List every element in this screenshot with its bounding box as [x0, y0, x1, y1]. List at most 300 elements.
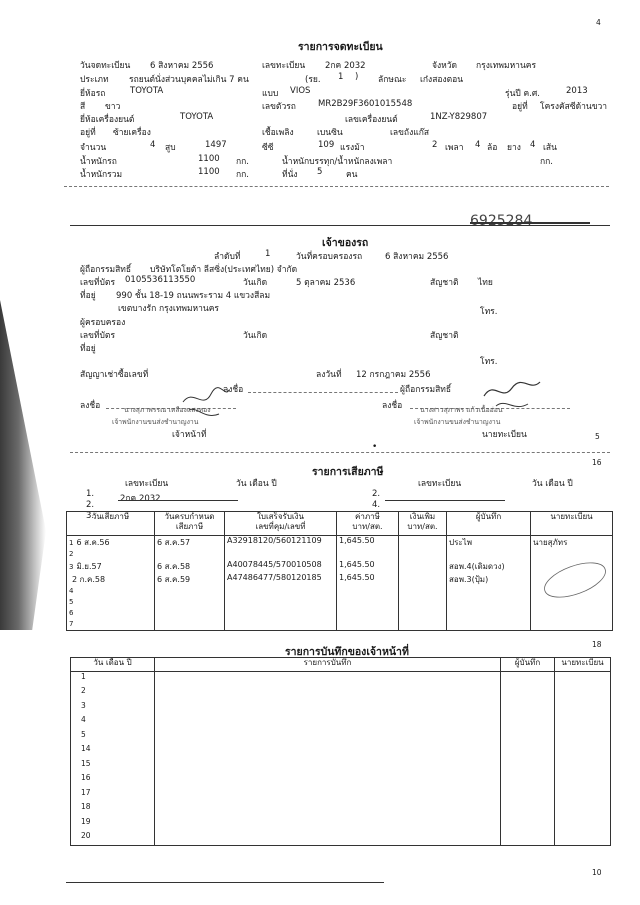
- officer-cell-record: [155, 759, 501, 774]
- tax-cell-receipt: [225, 536, 337, 550]
- tax-date-col-label: วัน เดือน ปี: [236, 479, 277, 489]
- officer-cell-recorder: [501, 715, 555, 730]
- tax-header-due: [155, 512, 225, 536]
- officer-cell-registrar: [555, 788, 611, 803]
- province-value: กรุงเทพมหานคร: [476, 61, 537, 71]
- tax-cell-receipt: [225, 597, 337, 608]
- color-value: ขาว: [105, 102, 121, 112]
- officer-row-number: 19: [81, 816, 91, 826]
- qty-label: จำนวน: [80, 143, 107, 153]
- tax-cell-receipt: [225, 573, 337, 586]
- tax-reg-value-1: 2กค 2032: [120, 494, 161, 504]
- axle-value: 2: [432, 140, 438, 150]
- tax-value-tax: 1,645.50: [339, 536, 375, 545]
- right-signature: [478, 376, 548, 426]
- officer-cell-date: [71, 686, 155, 701]
- officer-cell-date: [71, 672, 155, 687]
- qty-value: 4: [150, 140, 156, 150]
- tax-value-due: 6 ส.ค.57: [157, 538, 191, 547]
- tax-value-paid: 6 ส.ค.56: [76, 538, 110, 547]
- tax-cell-paid: [67, 608, 155, 619]
- right-sign-name: นางสาวสุภาพร แก้วเนื้ออ่อน: [420, 406, 503, 414]
- officer-header-recorder-text: ผู้บันทึก: [514, 658, 541, 667]
- birth2-label: วันเกิด: [243, 331, 268, 341]
- tax-cell-extra: [399, 597, 447, 608]
- tax-reg-line: [385, 500, 505, 501]
- tax-cell-extra: [399, 549, 447, 560]
- officer-title: รายการบันทึกของเจ้าหน้าที่: [285, 646, 409, 658]
- officer-cell-registrar: [555, 817, 611, 832]
- gas-tank-label: เลขถังแก๊ส: [390, 128, 430, 138]
- tax-reg-num-2: 2.: [86, 500, 95, 510]
- tire-value: 4: [530, 140, 536, 150]
- tax-cell-due: [155, 586, 225, 597]
- owner-sign-role: ผู้ถือกรรมสิทธิ์: [400, 385, 452, 395]
- axle-label: เพลา: [445, 143, 464, 153]
- officer-header-date-text: วัน เดือน ปี: [93, 658, 132, 667]
- tax-row-number: 2: [69, 550, 74, 558]
- tax-value-recorder: สอพ.4(เดิมดวง): [449, 562, 505, 571]
- officer-row-number: 14: [81, 744, 91, 753]
- officer-cell-date: [71, 730, 155, 745]
- tax-value-recorder: สอพ.3(ปุ้ม): [449, 575, 489, 584]
- tax-reg-num-right-2: 4.: [372, 500, 381, 510]
- engine-loc-value: ซ้ายเครื่อง: [113, 128, 151, 138]
- officer-cell-registrar: [555, 759, 611, 774]
- tax-row-number: 1: [69, 539, 74, 547]
- tax-value-paid: มิ.ย.57: [76, 562, 102, 571]
- vin-value: MR2B29F3601015548: [318, 99, 413, 109]
- model-value: VIOS: [290, 86, 311, 96]
- weight-value: 1100: [198, 154, 220, 164]
- seat-label: ที่นั่ง: [282, 170, 298, 180]
- tax-cell-paid: [67, 549, 155, 560]
- officer-row-number: 15: [81, 758, 91, 768]
- birth-label: วันเกิด: [243, 278, 268, 288]
- right-sign-role: นายทะเบียน: [482, 430, 527, 440]
- tax-reg-num-1: 1.: [86, 489, 95, 499]
- tax-cell-extra: [399, 619, 447, 630]
- tax-value-registrar: นายสุภัทร: [533, 538, 568, 547]
- right-sign-label: ลงชื่อ: [382, 401, 403, 411]
- officer-cell-registrar: [555, 701, 611, 716]
- hp-label: แรงม้า: [340, 143, 365, 153]
- officer-cell-registrar: [555, 715, 611, 730]
- weight-unit: กก.: [236, 157, 249, 167]
- officer-row: [71, 817, 611, 832]
- officer-header-registrar-text: นายทะเบียน: [561, 658, 604, 667]
- vin-loc-value: โครงคัสซีด้านขวา: [540, 102, 608, 112]
- scan-shadow: [0, 300, 46, 630]
- officer-cell-recorder: [501, 730, 555, 745]
- tax-row: [67, 608, 613, 619]
- officer-cell-recorder: [501, 686, 555, 701]
- officer-page-mark: 18: [592, 640, 602, 649]
- officer-cell-recorder: [501, 802, 555, 817]
- tax-header-paid-text: วันเสียภาษี: [91, 512, 130, 521]
- tax-row-number: 6: [69, 609, 74, 617]
- rs-label: (รย.: [305, 75, 321, 85]
- left-sign-role: เจ้าหน้าที่: [172, 430, 207, 440]
- tax-cell-due: [155, 573, 225, 586]
- card-value: 0105536113550: [125, 275, 196, 285]
- tax-cell-tax: [337, 586, 399, 597]
- tax-cell-due: [155, 560, 225, 573]
- officer-row: [71, 831, 611, 846]
- officer-header-record-text: รายการบันทึก: [303, 658, 352, 667]
- addr2-label: ที่อยู่: [80, 344, 96, 354]
- officer-row-number: 16: [81, 773, 91, 782]
- officer-cell-record: [155, 817, 501, 832]
- year-value: 2013: [566, 86, 588, 96]
- officer-cell-recorder: [501, 759, 555, 774]
- weight-label: น้ำหนักรถ: [80, 157, 117, 167]
- officer-header-date: [71, 658, 155, 672]
- tax-title: รายการเสียภาษี: [312, 466, 384, 478]
- owner-title: เจ้าของรถ: [322, 237, 369, 249]
- engine-loc-label: อยู่ที่: [80, 128, 96, 138]
- officer-cell-date: [71, 831, 155, 846]
- tax-date-col-label-2: วัน เดือน ปี: [532, 479, 573, 489]
- addr-line1: 990 ชั้น 18-19 ถนนพระราม 4 แขวงสีลม: [116, 291, 271, 301]
- tax-cell-paid: [67, 597, 155, 608]
- tax-reg-col-label: เลขทะเบียน: [125, 479, 169, 489]
- tax-value-receipt: A40078445/570010508: [227, 560, 322, 569]
- tax-cell-recorder: [447, 586, 531, 597]
- tax-cell-receipt: [225, 608, 337, 619]
- wheel-value: 4: [475, 140, 481, 150]
- tax-cell-registrar: [531, 536, 613, 550]
- left-sign-label: ลงชื่อ: [80, 401, 101, 411]
- officer-row-number: 20: [81, 831, 91, 840]
- left-sign-role-small: เจ้าพนักงานขนส่งชำนาญงาน: [112, 418, 199, 426]
- tax-cell-tax: [337, 549, 399, 560]
- engine-brand-label: ยี่ห้อเครื่องยนต์: [80, 115, 135, 125]
- cc-label: ซีซี: [262, 143, 274, 153]
- tax-cell-paid: [67, 560, 155, 573]
- gross-unit: กก.: [236, 170, 249, 180]
- officer-cell-recorder: [501, 701, 555, 716]
- officer-row-number: 18: [81, 802, 91, 811]
- officer-cell-registrar: [555, 802, 611, 817]
- officer-cell-record: [155, 672, 501, 687]
- page-number-bottom: 10: [592, 868, 602, 877]
- officer-table: [70, 657, 611, 846]
- load-label: น้ำหนักบรรทุก/น้ำหนักลงเพลา: [282, 157, 393, 167]
- tax-reg-num-3: 3.: [86, 511, 95, 521]
- footer-line: [66, 882, 384, 883]
- hp-value: 109: [318, 140, 335, 150]
- officer-cell-date: [71, 773, 155, 788]
- tax-cell-due: [155, 536, 225, 550]
- reg-date-value: 6 สิงหาคม 2556: [150, 61, 214, 71]
- tax-row: [67, 597, 613, 608]
- type-value: รถยนต์นั่งส่วนบุคคลไม่เกิน 7 คน: [129, 75, 249, 85]
- officer-row-number: 3: [81, 700, 86, 710]
- officer-cell-recorder: [501, 744, 555, 759]
- tax-cell-registrar: [531, 608, 613, 619]
- officer-cell-date: [71, 701, 155, 716]
- vin-label: เลขตัวรถ: [262, 102, 296, 112]
- tax-cell-paid: [67, 619, 155, 630]
- rs-close: ): [355, 72, 359, 82]
- tax-header-due-text: วันครบกำหนด เสียภาษี: [164, 512, 215, 531]
- birth-value: 5 ตุลาคม 2536: [296, 278, 356, 288]
- tax-header-registrar: [531, 512, 613, 536]
- reg-date-label: วันจดทะเบียน: [80, 61, 131, 71]
- owner-sign-line: [248, 392, 398, 393]
- officer-cell-recorder: [501, 788, 555, 803]
- officer-cell-recorder: [501, 817, 555, 832]
- tax-cell-recorder: [447, 549, 531, 560]
- tax-cell-registrar: [531, 549, 613, 560]
- tax-cell-extra: [399, 608, 447, 619]
- tax-header-extra-text: เงินเพิ่ม บาท/สต.: [407, 512, 438, 531]
- lease-date-label: ลงวันที่: [316, 370, 342, 380]
- tax-row-number: 5: [69, 598, 74, 606]
- tax-cell-recorder: [447, 573, 531, 586]
- officer-row: [71, 730, 611, 745]
- province-label: จังหวัด: [432, 61, 458, 71]
- officer-cell-record: [155, 715, 501, 730]
- nation-label: สัญชาติ: [430, 278, 459, 288]
- officer-cell-date: [71, 802, 155, 817]
- tax-row: [67, 560, 613, 573]
- divider: [64, 186, 609, 187]
- nation2-label: สัญชาติ: [430, 331, 459, 341]
- officer-cell-registrar: [555, 773, 611, 788]
- tax-cell-tax: [337, 608, 399, 619]
- tax-row-number: 7: [69, 620, 74, 628]
- tax-value-due: 6 ส.ค.58: [157, 562, 191, 571]
- addr-label: ที่อยู่: [80, 291, 96, 301]
- tax-row: [67, 549, 613, 560]
- tax-row: [67, 586, 613, 597]
- officer-row: [71, 701, 611, 716]
- tax-cell-extra: [399, 560, 447, 573]
- tax-reg-line: [118, 500, 238, 501]
- owner-sign-label: ลงชื่อ: [223, 385, 244, 395]
- officer-row: [71, 788, 611, 803]
- tax-cell-registrar: [531, 619, 613, 630]
- holder-label: ผู้ครอบครอง: [80, 318, 126, 328]
- card-label: เลขที่บัตร: [80, 278, 116, 288]
- tel-label: โทร.: [480, 307, 498, 317]
- tax-cell-recorder: [447, 597, 531, 608]
- left-sign-name: นางสุภาพรรณ เหลืองแสงทอง: [124, 406, 211, 414]
- wheel-label: ล้อ: [487, 143, 498, 153]
- tax-header-extra: [399, 512, 447, 536]
- officer-header-recorder: [501, 658, 555, 672]
- engine-brand-value: TOYOTA: [180, 112, 214, 122]
- officer-cell-record: [155, 686, 501, 701]
- tax-value-due: 6 ส.ค.59: [157, 575, 191, 584]
- reg-no-value: 2กค 2032: [325, 61, 366, 71]
- tax-value-paid: 2 ก.ค.58: [72, 575, 106, 584]
- tire-unit: เส้น: [543, 143, 557, 153]
- possess-date-label: วันที่ครอบครองรถ: [296, 252, 363, 262]
- tax-header-recorder: [447, 512, 531, 536]
- tax-value-recorder: ประไพ: [449, 538, 472, 547]
- bullet-mark: •: [372, 442, 378, 452]
- serial-partial: 6925284: [470, 213, 533, 229]
- tax-cell-receipt: [225, 586, 337, 597]
- tax-header-registrar-text: นายทะเบียน: [550, 512, 593, 521]
- officer-cell-registrar: [555, 831, 611, 846]
- officer-cell-recorder: [501, 773, 555, 788]
- tax-table: [66, 511, 613, 631]
- serial-strike: [470, 222, 590, 224]
- model-label: แบบ: [262, 89, 279, 99]
- officer-cell-date: [71, 744, 155, 759]
- tax-row-number: 3: [69, 563, 74, 571]
- tax-cell-receipt: [225, 619, 337, 630]
- tax-cell-paid: [67, 586, 155, 597]
- tax-cell-tax: [337, 573, 399, 586]
- officer-row-number: 17: [81, 787, 91, 797]
- year-label: รุ่นปี ค.ศ.: [505, 89, 540, 99]
- officer-row-number: 1: [81, 672, 86, 681]
- officer-cell-registrar: [555, 672, 611, 687]
- officer-row: [71, 686, 611, 701]
- tire-label: ยาง: [507, 143, 521, 153]
- tax-cell-receipt: [225, 549, 337, 560]
- cc-value: 1497: [205, 140, 227, 150]
- officer-cell-record: [155, 744, 501, 759]
- officer-row: [71, 672, 611, 687]
- tax-cell-tax: [337, 536, 399, 550]
- tax-row: [67, 536, 613, 550]
- officer-cell-registrar: [555, 744, 611, 759]
- lease-date-value: 12 กรกฎาคม 2556: [356, 370, 431, 380]
- seat-unit: คน: [346, 170, 358, 180]
- officer-cell-recorder: [501, 672, 555, 687]
- officer-row: [71, 744, 611, 759]
- tax-header-receipt: [225, 512, 337, 536]
- officer-row: [71, 715, 611, 730]
- tax-reg-num-right-1: 2.: [372, 489, 381, 499]
- officer-row: [71, 802, 611, 817]
- officer-cell-record: [155, 701, 501, 716]
- tax-cell-extra: [399, 586, 447, 597]
- officer-cell-record: [155, 773, 501, 788]
- gross-value: 1100: [198, 167, 220, 177]
- tax-header-recorder-text: ผู้บันทึก: [475, 512, 502, 521]
- gross-label: น้ำหนักรวม: [80, 170, 123, 180]
- officer-row-number: 2: [81, 686, 86, 695]
- possess-date-value: 6 สิงหาคม 2556: [385, 252, 449, 262]
- seq-value: 1: [265, 249, 271, 259]
- tax-cell-due: [155, 619, 225, 630]
- tax-header-receipt-text: ใบเสร็จรับเงิน เลขที่คุม/เลขที่: [255, 512, 306, 531]
- owner-page-mark: 5: [595, 432, 600, 441]
- registration-title: รายการจดทะเบียน: [298, 41, 383, 53]
- seq-label: ลำดับที่: [214, 252, 241, 262]
- reg-no-label: เลขทะเบียน: [262, 61, 306, 71]
- officer-cell-record: [155, 730, 501, 745]
- lease-label: สัญญาเช่าซื้อเลขที่: [80, 370, 149, 380]
- tax-cell-due: [155, 608, 225, 619]
- tax-value-receipt: A47486477/580120185: [227, 573, 322, 582]
- card2-label: เลขที่บัตร: [80, 331, 116, 341]
- tax-header-amount-text: ค่าภาษี บาท/สต.: [352, 512, 383, 531]
- tax-cell-recorder: [447, 608, 531, 619]
- fuel-label: เชื้อเพลิง: [262, 128, 294, 138]
- nation-value: ไทย: [478, 278, 493, 288]
- officer-cell-record: [155, 802, 501, 817]
- tel2-label: โทร.: [480, 357, 498, 367]
- tax-cell-due: [155, 597, 225, 608]
- officer-row-number: 5: [81, 729, 86, 739]
- officer-cell-record: [155, 788, 501, 803]
- tax-header-paid: [67, 512, 155, 536]
- officer-cell-record: [155, 831, 501, 846]
- engine-no-value: 1NZ-Y829807: [430, 112, 488, 122]
- tax-cell-paid: [67, 573, 155, 586]
- tax-value-receipt: A32918120/560121109: [227, 536, 322, 545]
- officer-row: [71, 773, 611, 788]
- tax-cell-tax: [337, 560, 399, 573]
- right-sign-role-small: เจ้าพนักงานขนส่งชำนาญงาน: [414, 418, 501, 426]
- tax-cell-recorder: [447, 619, 531, 630]
- officer-row: [71, 759, 611, 774]
- tax-cell-tax: [337, 597, 399, 608]
- officer-header-registrar: [555, 658, 611, 672]
- body-value: เก๋งสองตอน: [420, 75, 464, 85]
- owner-label: ผู้ถือกรรมสิทธิ์: [80, 265, 132, 275]
- addr-line2: เขตบางรัก กรุงเทพมหานคร: [118, 304, 219, 314]
- divider: [70, 452, 610, 453]
- brand-label: ยี่ห้อรถ: [80, 89, 106, 99]
- tax-row-number: 4: [69, 587, 74, 595]
- officer-cell-date: [71, 759, 155, 774]
- tax-cell-paid: [67, 536, 155, 550]
- owner-value: บริษัทโตโยต้า ลีสซิ่ง(ประเทศไทย) จำกัด: [150, 265, 298, 275]
- cyl-label: สูบ: [165, 143, 176, 153]
- officer-cell-date: [71, 817, 155, 832]
- tax-cell-receipt: [225, 560, 337, 573]
- page-number-top: 4: [596, 18, 601, 27]
- officer-cell-registrar: [555, 686, 611, 701]
- tax-cell-extra: [399, 536, 447, 550]
- tax-row: [67, 619, 613, 630]
- body-label: ลักษณะ: [378, 75, 407, 85]
- vin-loc-label: อยู่ที่: [512, 102, 528, 112]
- officer-header-record: [155, 658, 501, 672]
- fuel-value: เบนซิน: [317, 128, 343, 138]
- tax-value-tax: 1,645.50: [339, 573, 375, 582]
- type-label: ประเภท: [80, 75, 109, 85]
- officer-row-number: 4: [81, 715, 86, 724]
- engine-no-label: เลขเครื่องยนต์: [345, 115, 398, 125]
- tax-row: [67, 573, 613, 586]
- tax-reg-col-label-2: เลขทะเบียน: [418, 479, 462, 489]
- tax-stamp-mark: [540, 560, 610, 600]
- tax-cell-extra: [399, 573, 447, 586]
- tax-cell-tax: [337, 619, 399, 630]
- officer-cell-recorder: [501, 831, 555, 846]
- brand-value: TOYOTA: [130, 86, 164, 96]
- tax-page-mark: 16: [592, 458, 602, 467]
- load-unit: กก.: [540, 157, 553, 167]
- officer-cell-date: [71, 715, 155, 730]
- left-signature: [175, 380, 235, 430]
- color-label: สี: [80, 102, 86, 112]
- officer-cell-date: [71, 788, 155, 803]
- rs-value: 1: [338, 72, 344, 82]
- seat-value: 5: [317, 167, 323, 177]
- tax-cell-recorder: [447, 560, 531, 573]
